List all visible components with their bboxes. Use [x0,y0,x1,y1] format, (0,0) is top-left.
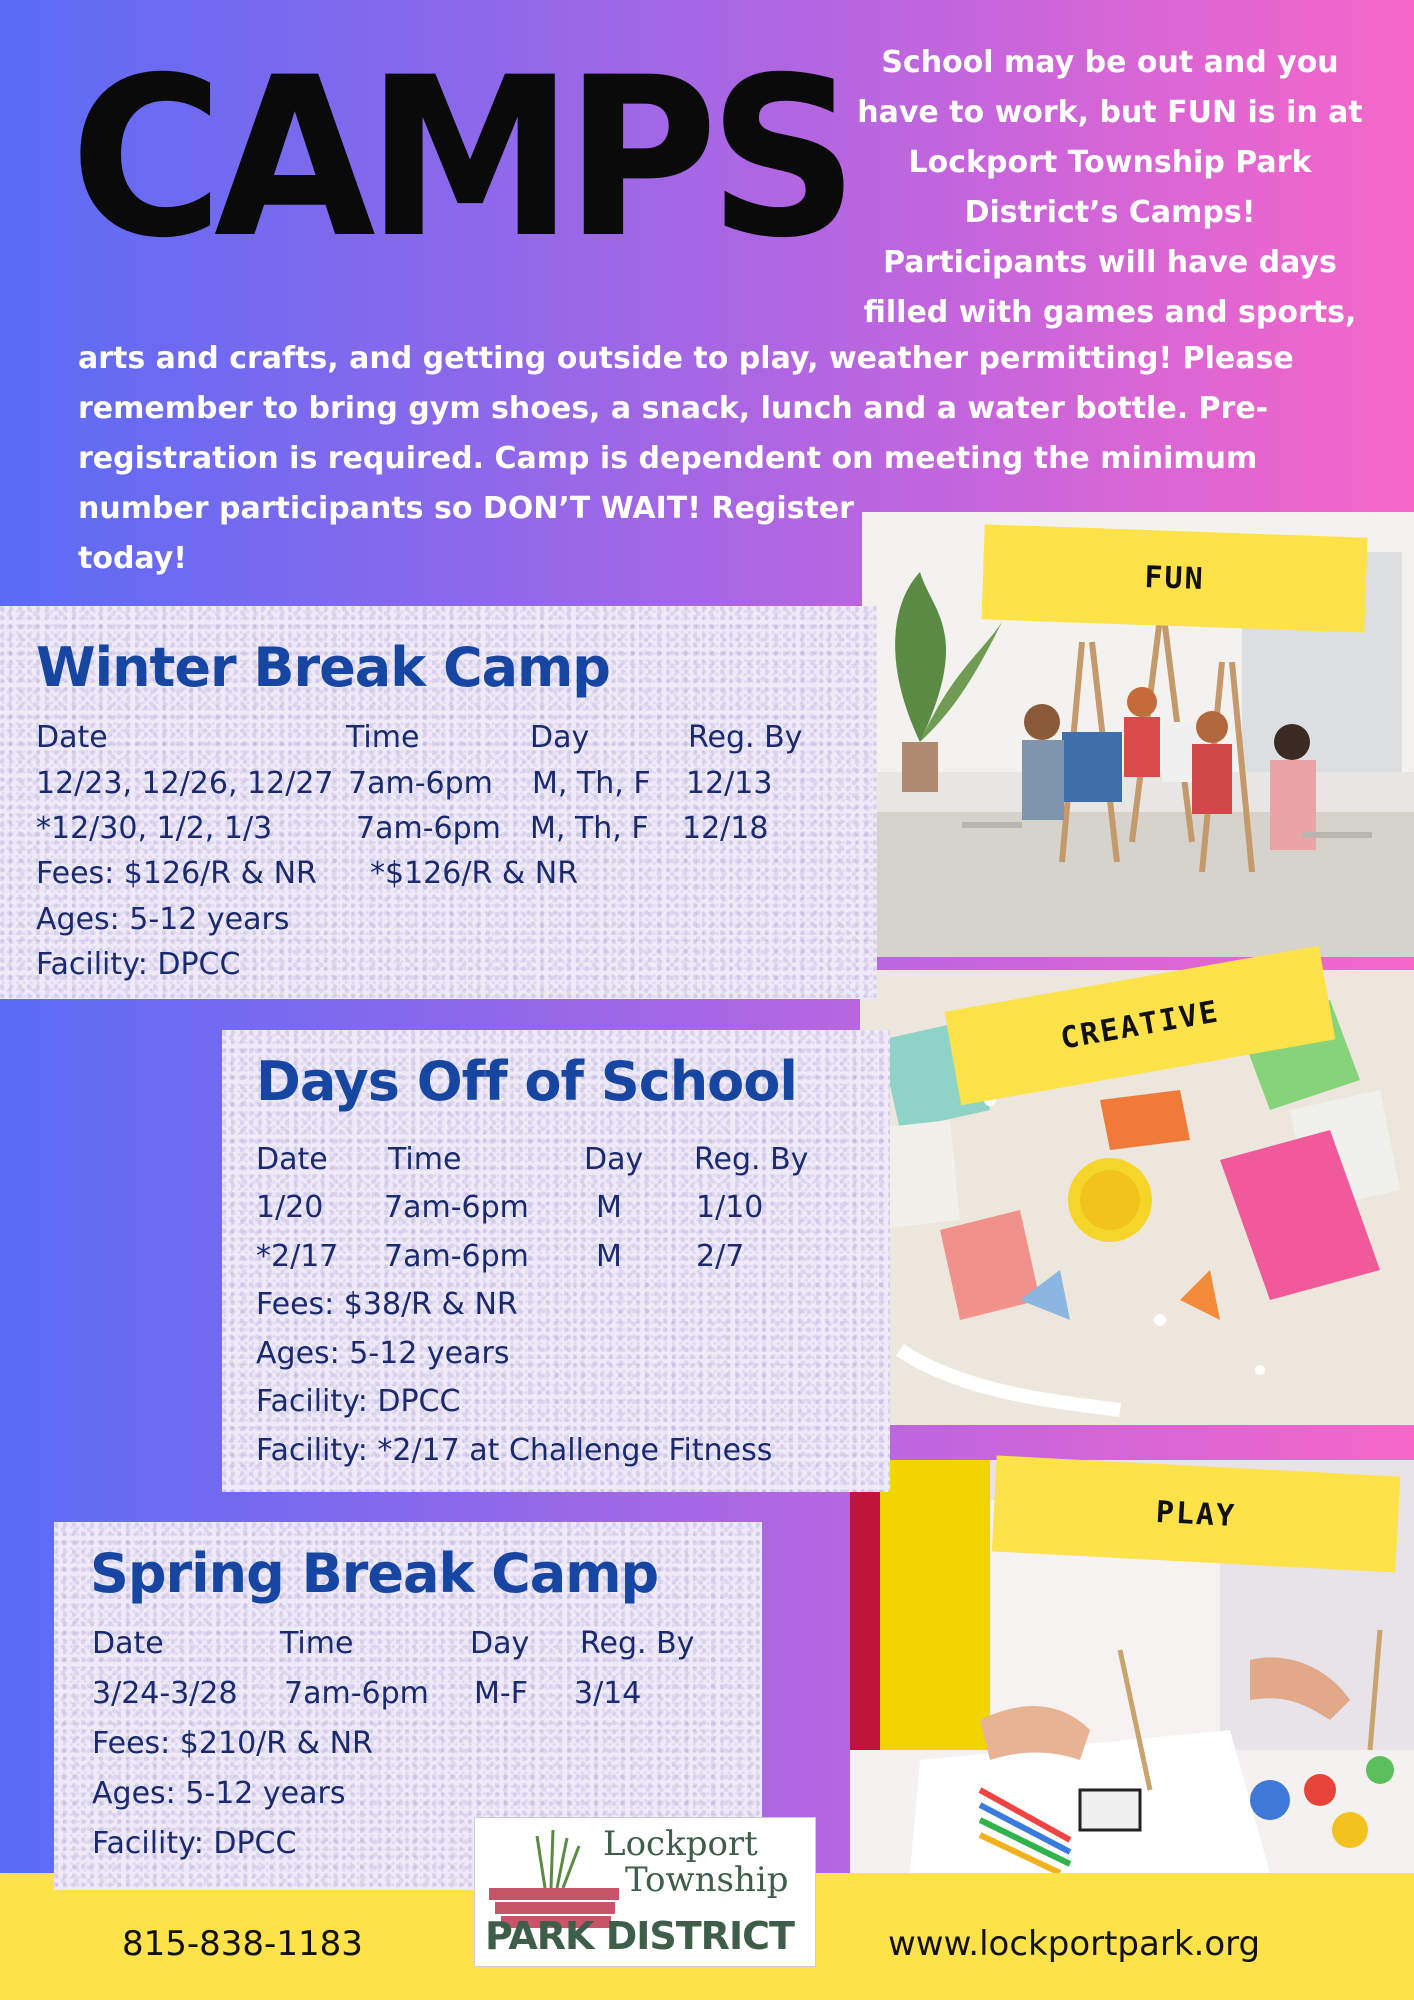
table-header [530,720,589,755]
winter-break-heading: Winter Break Camp [36,636,610,699]
col-regby-header: Reg. By [688,720,803,755]
intro-line: arts and crafts, and getting outside to play, weather permitting! Please [78,341,1294,376]
table-cell: *2/17 [256,1239,339,1274]
table-cell: 12/13 [686,766,773,801]
table-cell: 7am-6pm [384,1239,529,1274]
col-date-header: Date [256,1142,328,1177]
table-cell: *12/30, 1/2, 1/3 [36,811,273,846]
intro-line: registration is required. Camp is dependent on meeting the minimum [78,441,1258,476]
ages-text: Ages: 5-12 years [92,1776,346,1811]
fees-text: Fees: $210/R & NR [92,1726,373,1761]
logo-line-park-district: PARK DISTRICT [485,1914,794,1958]
table-cell: M-F [474,1676,528,1711]
col-day-header: Day [530,720,590,755]
winter-break-panel [0,606,877,999]
table-cell: 12/18 [682,811,769,846]
ages-text: Ages: 5-12 years [256,1336,510,1371]
days-off-panel [222,1030,890,1492]
logo-line-township: Township [625,1860,789,1900]
table-cell: 7am-6pm [384,1190,529,1225]
intro-line: Lockport Township Park [908,145,1312,180]
facility-text: Facility: DPCC [256,1384,461,1419]
col-date-header: Date [92,1626,164,1661]
table-cell: M, Th, F [532,766,651,801]
intro-line: today! [78,541,187,576]
col-day-header: Day [470,1626,530,1661]
intro-line: number participants so DON’T WAIT! Register [78,491,854,526]
intro-line: School may be out and you [881,45,1339,80]
intro-text-top [840,38,1380,338]
spring-break-heading: Spring Break Camp [90,1542,659,1605]
table-cell: 2/7 [696,1239,745,1274]
table-cell: M, Th, F [530,811,649,846]
table-cell: 7am-6pm [356,811,501,846]
table-cell: 3/14 [574,1676,642,1711]
table-cell: 3/24-3/28 [92,1676,238,1711]
col-time-header: Time [346,720,420,755]
table-cell: 7am-6pm [348,766,493,801]
intro-line: District’s Camps! [964,195,1256,230]
tag-creative-label: CREATIVE [1057,994,1223,1057]
logo-line-lockport: Lockport [603,1824,758,1864]
col-regby-header: Reg. By [694,1142,809,1177]
table-header [688,720,802,755]
table-cell: 1/20 [256,1190,324,1225]
facility-text: Facility: DPCC [92,1826,297,1861]
table-header [36,720,108,755]
fees-text: Fees: $38/R & NR [256,1287,518,1322]
tag-fun-label: FUN [1143,559,1206,598]
table-header [346,720,419,755]
intro-line: Participants will have days [883,245,1337,280]
table-cell: 12/23, 12/26, 12/27 [36,766,334,801]
col-regby-header: Reg. By [580,1626,695,1661]
ages-text: Ages: 5-12 years [36,902,290,937]
col-date-header: Date [36,720,108,755]
facility-alt-text: Facility: *2/17 at Challenge Fitness [256,1433,773,1468]
park-district-logo [474,1817,816,1967]
fees-alt-text: *$126/R & NR [370,856,579,891]
footer-phone: 815-838-1183 [122,1924,363,1964]
col-time-header: Time [388,1142,462,1177]
page-title: CAMPS [70,30,850,286]
fees-text: Fees: $126/R & NR [36,856,317,891]
table-cell: M [596,1239,622,1274]
col-time-header: Time [280,1626,354,1661]
table-cell: M [596,1190,622,1225]
col-day-header: Day [584,1142,644,1177]
facility-text: Facility: DPCC [36,947,241,982]
tag-play-label: PLAY [1155,1494,1237,1534]
table-cell: 7am-6pm [284,1676,429,1711]
tag-fun [981,524,1367,632]
days-off-heading: Days Off of School [256,1050,797,1113]
intro-line: filled with games and sports, [863,295,1357,330]
table-cell: 1/10 [696,1190,764,1225]
footer-website[interactable]: www.lockportpark.org [888,1924,1261,1964]
intro-line: have to work, but FUN is in at [857,95,1363,130]
intro-line: remember to bring gym shoes, a snack, lunch and a water bottle. Pre- [78,391,1269,426]
